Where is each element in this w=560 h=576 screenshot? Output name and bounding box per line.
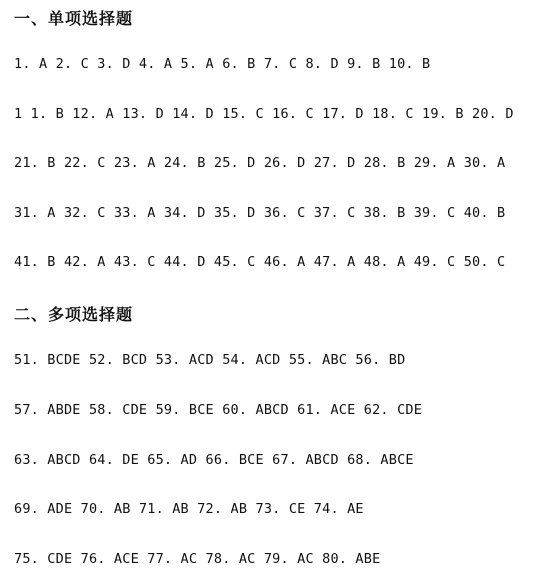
answer-line-1-10: 1. A 2. C 3. D 4. A 5. A 6. B 7. C 8. D 9. B 10. B [14, 56, 431, 72]
answer-line-21-30: 21. B 22. C 23. A 24. B 25. D 26. D 27. D 28. B 29. A 30. A [14, 155, 506, 171]
answer-line-51-56: 51. BCDE 52. BCD 53. ACD 54. ACD 55. ABC 56. BD [14, 352, 406, 368]
answer-line-31-40: 31. A 32. C 33. A 34. D 35. D 36. C 37. C 38. B 39. C 40. B [14, 205, 506, 221]
answer-line-41-50: 41. B 42. A 43. C 44. D 45. C 46. A 47. A 48. A 49. C 50. C [14, 254, 506, 270]
answer-line-57-62: 57. ABDE 58. CDE 59. BCE 60. ABCD 61. ACE 62. CDE [14, 402, 423, 418]
section-heading-multiple-choice: 二、多项选择题 [14, 305, 134, 324]
section-heading-single-choice: 一、单项选择题 [14, 9, 134, 28]
answer-line-11-20: 1 1. B 12. A 13. D 14. D 15. C 16. C 17. D 18. C 19. B 20. D [14, 106, 514, 122]
answer-line-69-74: 69. ADE 70. AB 71. AB 72. AB 73. CE 74. AE [14, 501, 364, 517]
answer-line-63-68: 63. ABCD 64. DE 65. AD 66. BCE 67. ABCD 68. ABCE [14, 452, 414, 468]
answer-line-75-80: 75. CDE 76. ACE 77. AC 78. AC 79. AC 80. ABE [14, 551, 381, 567]
